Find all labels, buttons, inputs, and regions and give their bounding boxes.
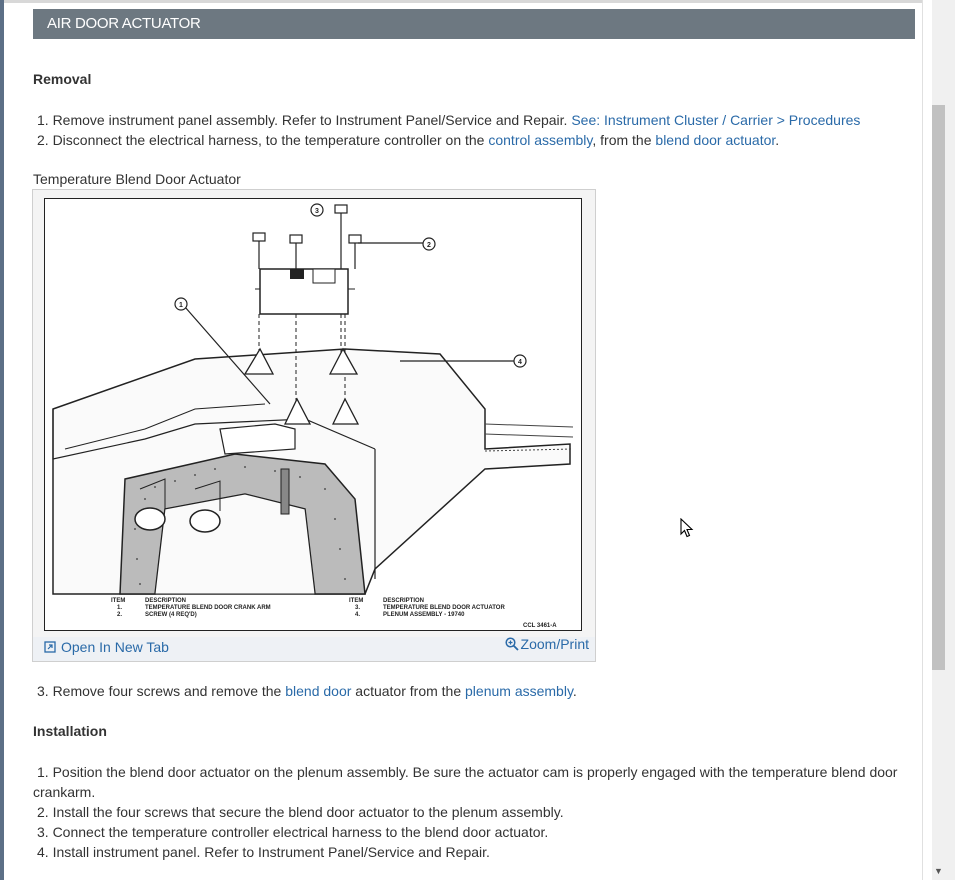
scrollbar-thumb[interactable] xyxy=(932,105,945,670)
callout-4: 4 xyxy=(518,359,522,366)
callout-1: 1 xyxy=(179,302,183,309)
figure-code: CCL 3461-A xyxy=(523,623,557,629)
legend-desc-4: PLENUM ASSEMBLY - 19740 xyxy=(383,612,465,618)
installation-step-1: 1. Position the blend door actuator on the plenum assembly. Be sure the actuator cam is properly engaged with the temperature blend door crankarm. xyxy=(33,764,898,800)
removal-step-1 xyxy=(37,110,860,130)
control-assembly-link[interactable]: control assembly xyxy=(488,132,593,148)
scroll-down-arrow-icon[interactable]: ▼ xyxy=(934,866,943,876)
figure-caption: Temperature Blend Door Actuator xyxy=(33,171,241,187)
callout-3: 3 xyxy=(315,208,319,215)
installation-step-3: 3. Connect the temperature controller electrical harness to the blend door actuator. xyxy=(37,824,549,840)
legend-num-3: 3. xyxy=(355,605,361,611)
see-instrument-cluster-link[interactable]: See: Instrument Cluster / Carrier > Procedures xyxy=(571,112,861,128)
blend-door-actuator-link[interactable]: blend door actuator xyxy=(655,132,776,148)
blend-door-link[interactable]: blend door xyxy=(285,683,352,699)
legend-desc-1: TEMPERATURE BLEND DOOR CRANK ARM xyxy=(145,605,271,611)
step-text: 1. Remove instrument panel assembly. Refer to Instrument Panel/Service and Repair. xyxy=(37,112,572,128)
step-text: , from the xyxy=(592,132,656,148)
legend-desc-header-2: DESCRIPTION xyxy=(383,598,425,604)
removal-step-3 xyxy=(37,681,577,701)
window-edge xyxy=(0,0,4,880)
mouse-pointer-icon xyxy=(680,518,694,541)
legend-num-1: 1. xyxy=(117,605,123,611)
legend-num-4: 4. xyxy=(355,612,361,618)
open-new-tab-icon xyxy=(44,640,56,656)
removal-heading: Removal xyxy=(33,71,92,87)
magnifier-plus-icon xyxy=(505,637,519,654)
legend-item-header-1: ITEM xyxy=(111,598,126,604)
legend-desc-2: SCREW (4 REQ'D) xyxy=(145,612,197,618)
installation-heading: Installation xyxy=(33,723,107,739)
page-title: AIR DOOR ACTUATOR xyxy=(33,9,915,39)
step-text: actuator from the xyxy=(351,683,466,699)
step-text: 3. Remove four screws and remove the xyxy=(37,683,286,699)
legend-item-header-2: ITEM xyxy=(349,598,364,604)
step-text: . xyxy=(572,683,577,699)
zoom-print-button[interactable] xyxy=(505,636,589,654)
removal-step-2 xyxy=(37,130,779,150)
open-new-tab-button[interactable] xyxy=(44,639,169,656)
installation-step-2: 2. Install the four screws that secure the blend door actuator to the plenum assembly. xyxy=(37,804,564,820)
legend-num-2: 2. xyxy=(117,612,123,618)
step-text: 2. Disconnect the electrical harness, to the temperature controller on the xyxy=(37,132,489,148)
plenum-assembly-link[interactable]: plenum assembly xyxy=(465,683,573,699)
zoom-print-label: Zoom/Print xyxy=(520,636,589,652)
open-new-tab-label: Open In New Tab xyxy=(61,639,169,655)
legend-desc-header-1: DESCRIPTION xyxy=(145,598,187,604)
callout-2: 2 xyxy=(427,242,431,249)
step-text: . xyxy=(775,132,780,148)
installation-step-4: 4. Install instrument panel. Refer to Instrument Panel/Service and Repair. xyxy=(37,844,490,860)
legend-desc-3: TEMPERATURE BLEND DOOR ACTUATOR xyxy=(383,605,505,611)
top-rule xyxy=(4,0,930,3)
actuator-diagram[interactable] xyxy=(44,198,582,631)
